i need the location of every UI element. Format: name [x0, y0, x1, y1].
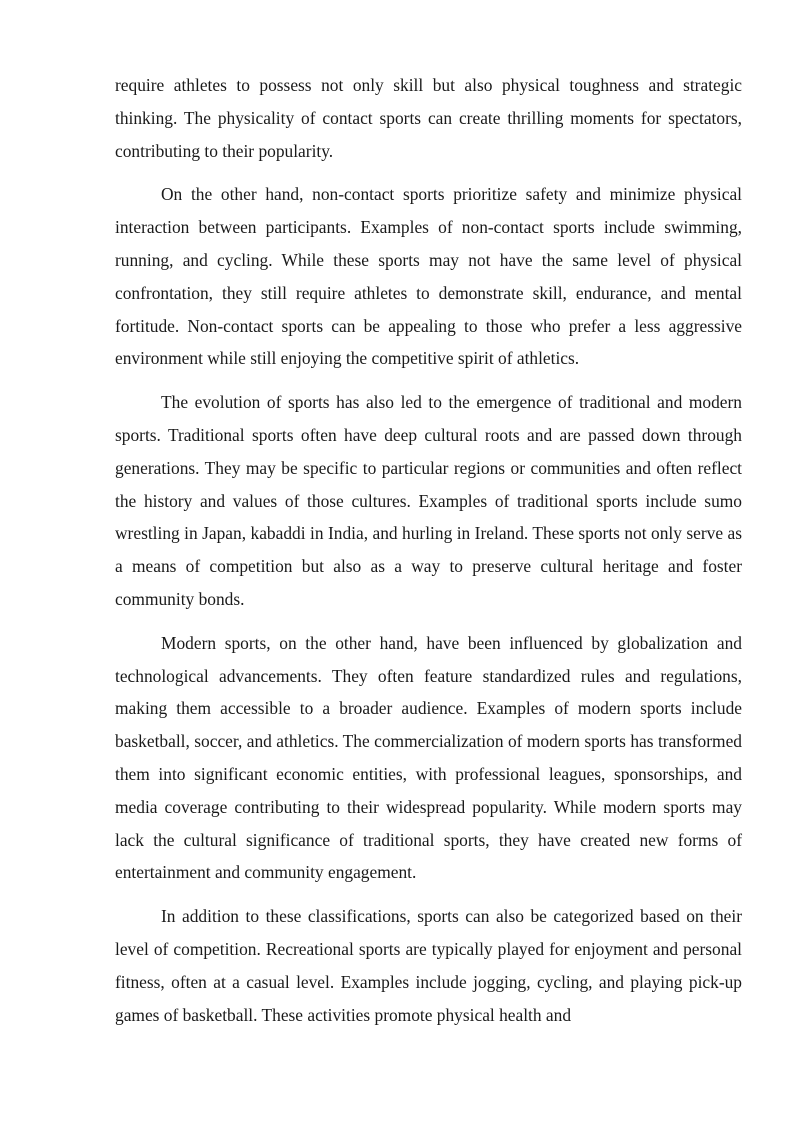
document-page — [115, 69, 742, 1042]
paragraph-contact-sports-continued: require athletes to possess not only skill but also physical toughness and strategic thinking. The physicality of contact sports can create thrilling moments for spectators, contributing to their popularity. — [115, 75, 742, 161]
paragraph-modern-sports: Modern sports, on the other hand, have been influenced by globalization and technological advancements. They often feature standardized rules and regulations, making them accessible to a broader audience. Examples of modern sports include basketball, soccer, and athletics. The commercialization of modern sports has transformed them into significant economic entities, with professional leagues, sponsorships, and media coverage contributing to their widespread popularity. While modern sports may lack the cultural significance of traditional sports, they have created new forms of entertainment and community engagement. — [115, 632, 742, 883]
paragraph-competition-levels: In addition to these classifications, sports can also be categorized based on their level of competition. Recreational sports are typically played for enjoyment and personal fitness, often at a casual level. Examples include jogging, cycling, and playing pick-up games of basketball. These activities promote physical health and — [115, 906, 742, 1025]
paragraph-non-contact-sports: On the other hand, non-contact sports prioritize safety and minimize physical interaction between participants. Examples of non-contact sports include swimming, running, and cycling. While these sports may not have the same level of physical confrontation, they still require athletes to demonstrate skill, endurance, and mental fortitude. Non-contact sports can be appealing to those who prefer a less aggressive environment while still enjoying the competitive spirit of athletics. — [115, 184, 742, 369]
paragraph-traditional-sports: The evolution of sports has also led to the emergence of traditional and modern sports. Traditional sports often have deep cultural roots and are passed down through generations. They may be specific to particular regions or communities and often reflect the history and values of those cultures. Examples of traditional sports include sumo wrestling in Japan, kabaddi in India, and hurling in Ireland. These sports not only serve as a means of competition but also as a way to preserve cultural heritage and foster community bonds. — [115, 392, 742, 609]
